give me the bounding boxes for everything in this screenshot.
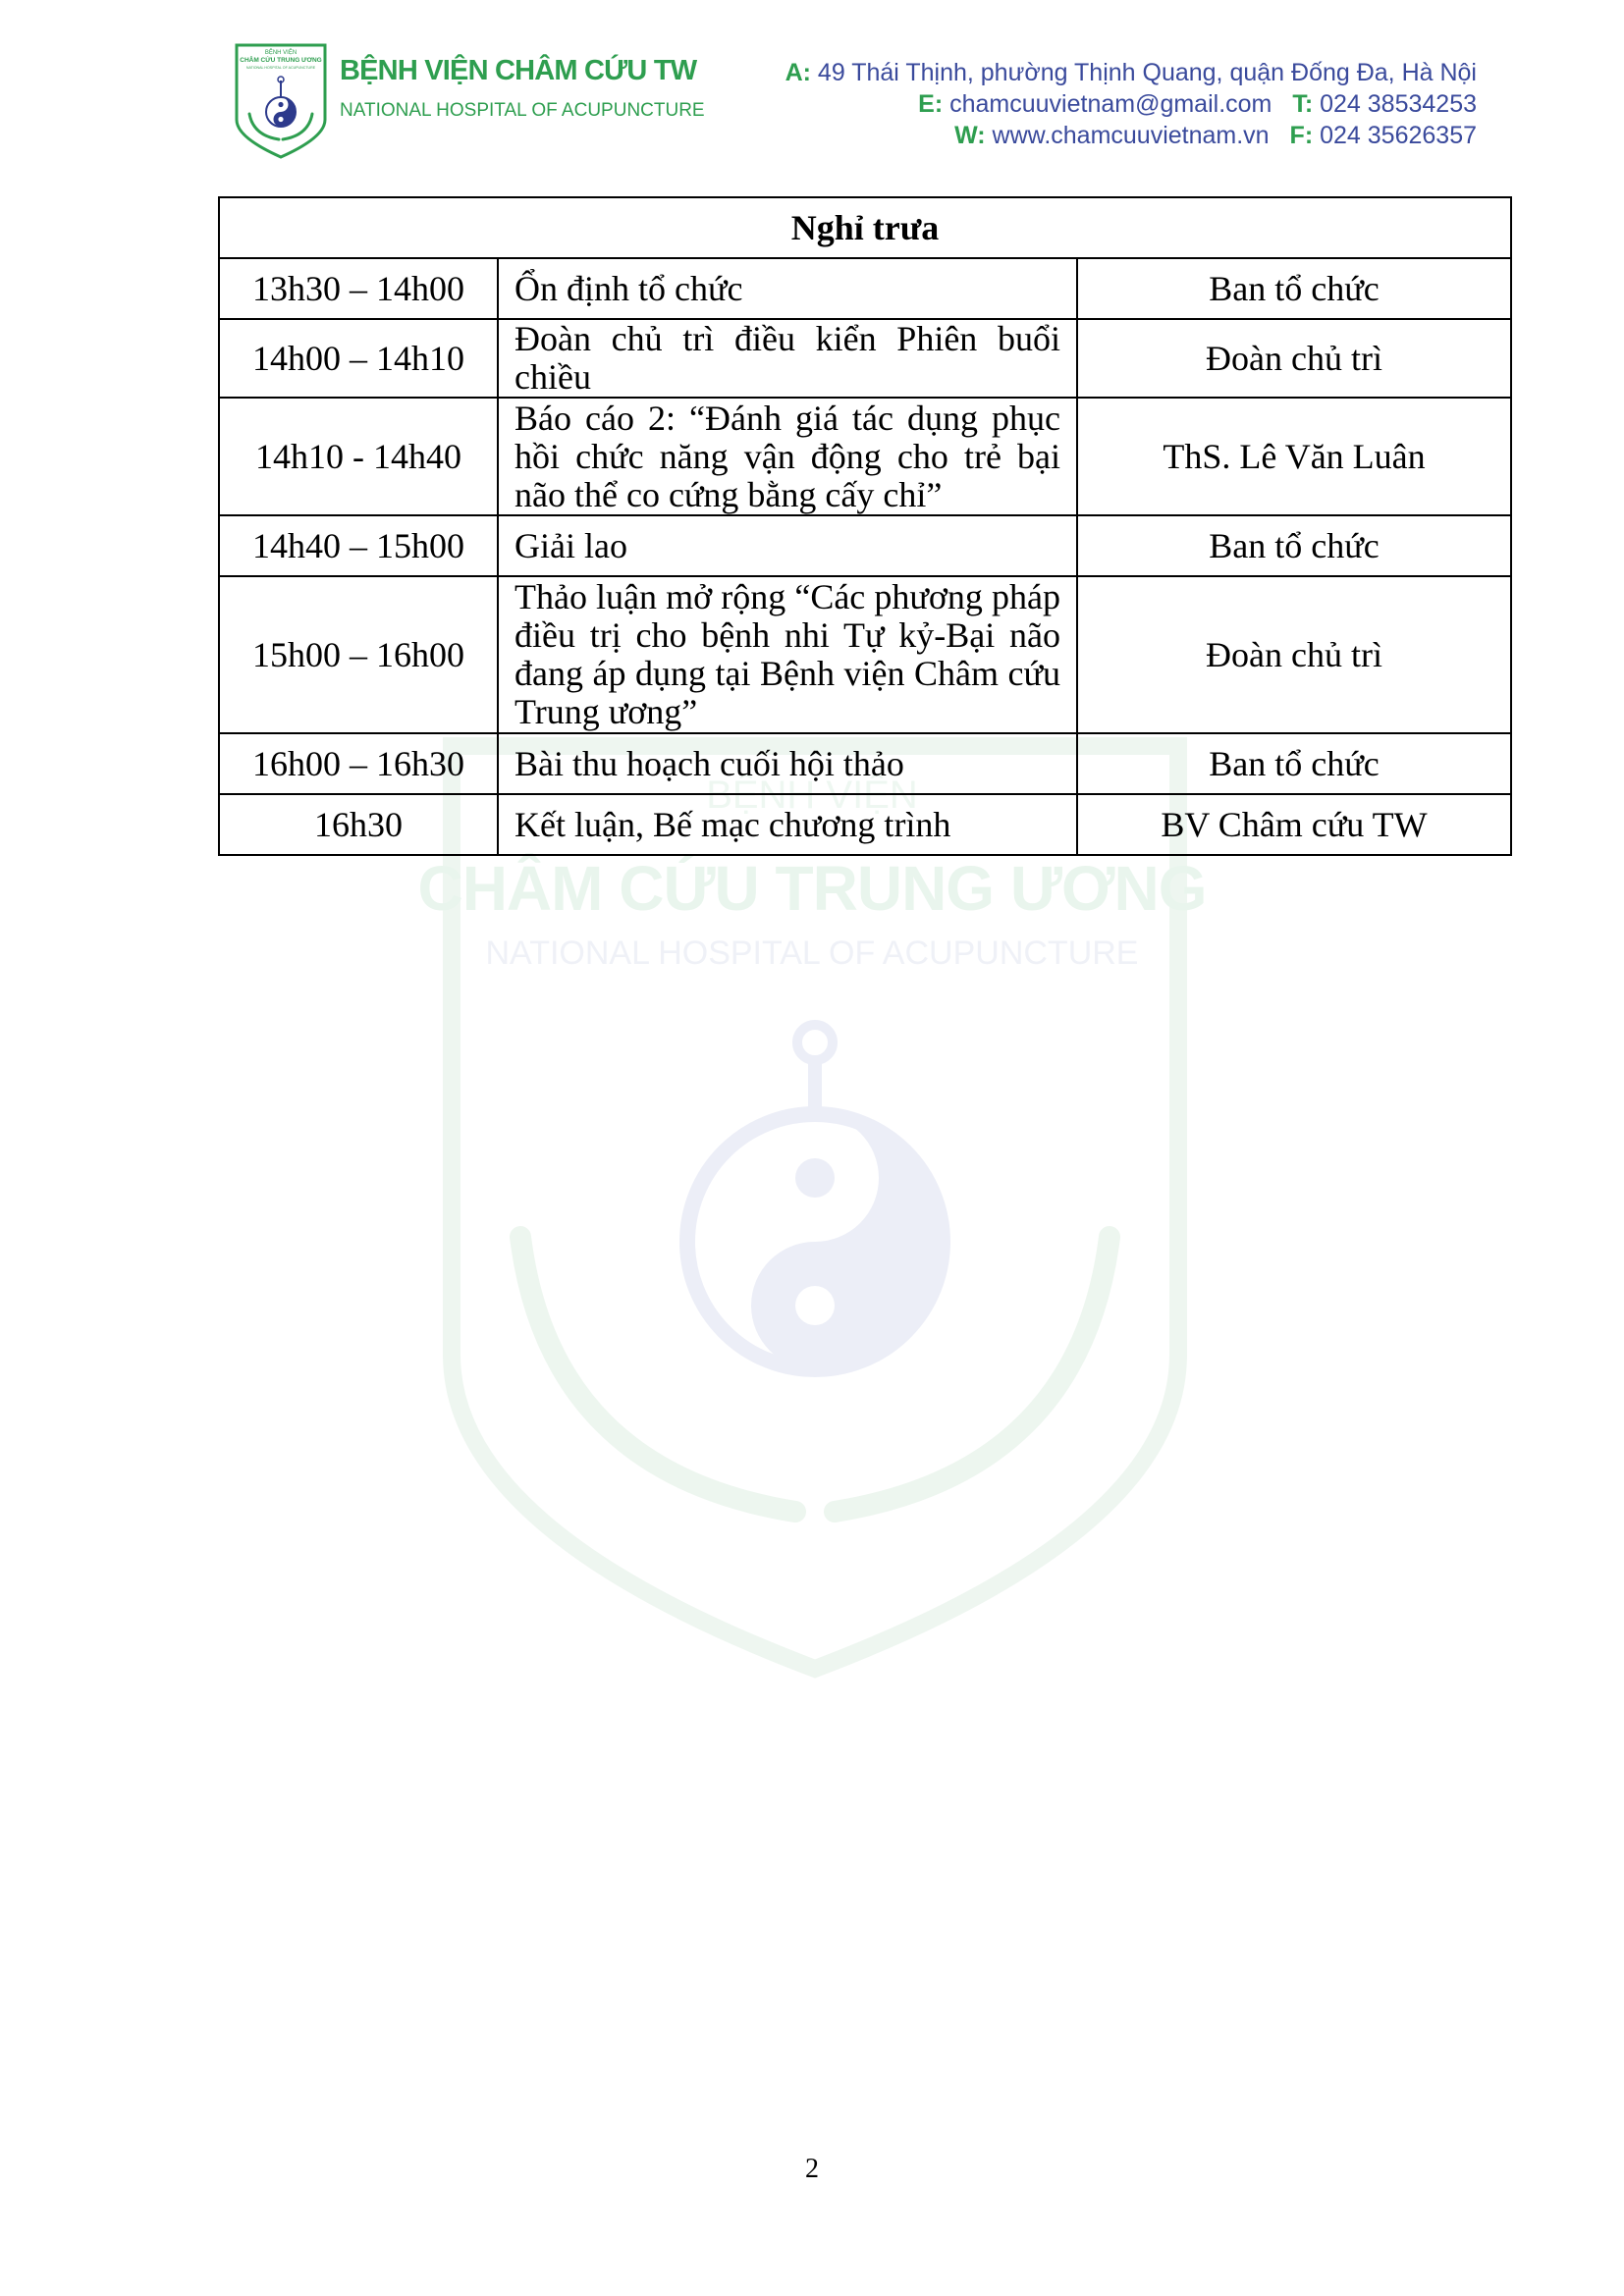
hospital-logo — [232, 41, 330, 161]
watermark-text-sub: NATIONAL HOSPITAL OF ACUPUNCTURE — [485, 934, 1139, 972]
web-label: W: — [954, 122, 986, 149]
table-row — [219, 515, 1511, 576]
fax-value: 024 35626357 — [1320, 122, 1477, 149]
section-title: Nghỉ trưa — [219, 197, 1511, 258]
watermark-text-small: BỆNH VIỆN — [706, 774, 918, 817]
activity-cell: Giải lao — [498, 515, 1077, 576]
contact-block — [785, 57, 1477, 151]
responsible-cell: Ban tổ chức — [1077, 733, 1511, 794]
time-cell: 13h30 – 14h00 — [219, 258, 498, 319]
time-cell: 14h00 – 14h10 — [219, 319, 498, 398]
logo-text-small: BỆNH VIỆN — [264, 50, 298, 56]
logo-text-sub: NATIONAL HOSPITAL OF ACUPUNCTURE — [245, 66, 316, 70]
web-fax-line — [785, 120, 1477, 151]
activity-cell: Thảo luận mở rộng “Các phương pháp điều trị cho bệnh nhi Tự kỷ-Bại não đang áp dụng tại Bệnh viện Châm cứu Trung ương” — [498, 576, 1077, 733]
address-line — [785, 57, 1477, 88]
web-value[interactable]: www.chamcuuvietnam.vn — [992, 122, 1270, 149]
letterhead — [0, 0, 1624, 177]
time-cell: 14h10 - 14h40 — [219, 398, 498, 515]
time-cell: 16h30 — [219, 794, 498, 855]
page-number: 2 — [805, 2154, 819, 2184]
section-row — [219, 197, 1511, 258]
responsible-cell: Đoàn chủ trì — [1077, 319, 1511, 398]
phone-label: T: — [1292, 90, 1314, 118]
table-row — [219, 398, 1511, 515]
address-value: 49 Thái Thịnh, phường Thịnh Quang, quận Đống Đa, Hà Nội — [817, 59, 1477, 86]
time-cell: 15h00 – 16h00 — [219, 576, 498, 733]
table-row — [219, 576, 1511, 733]
email-phone-line — [785, 88, 1477, 120]
fax-label: F: — [1289, 122, 1314, 149]
responsible-cell: ThS. Lê Văn Luân — [1077, 398, 1511, 515]
activity-cell: Bài thu hoạch cuối hội thảo — [498, 733, 1077, 794]
activity-cell: Báo cáo 2: “Đánh giá tác dụng phục hồi chức năng vận động cho trẻ bại não thể co cứng bằng cấy chỉ” — [498, 398, 1077, 515]
responsible-cell: Ban tổ chức — [1077, 515, 1511, 576]
table-row — [219, 794, 1511, 855]
phone-value: 024 38534253 — [1320, 90, 1477, 118]
activity-cell: Đoàn chủ trì điều kiển Phiên buổi chiều — [498, 319, 1077, 398]
email-label: E: — [918, 90, 944, 118]
table-row — [219, 258, 1511, 319]
responsible-cell: Ban tổ chức — [1077, 258, 1511, 319]
responsible-cell: BV Châm cứu TW — [1077, 794, 1511, 855]
watermark-yin-yang-icon — [687, 1025, 943, 1369]
time-cell: 14h40 – 15h00 — [219, 515, 498, 576]
logo-text-main: CHÂM CỨU TRUNG ƯƠNG — [240, 57, 322, 64]
activity-cell: Ổn định tổ chức — [498, 258, 1077, 319]
table-row — [219, 319, 1511, 398]
time-cell: 16h00 – 16h30 — [219, 733, 498, 794]
brand-subtitle: NATIONAL HOSPITAL OF ACUPUNCTURE — [340, 100, 705, 121]
responsible-cell: Đoàn chủ trì — [1077, 576, 1511, 733]
watermark-text-main: CHÂM CỨU TRUNG ƯƠNG — [417, 853, 1207, 924]
table-row — [219, 733, 1511, 794]
email-value[interactable]: chamcuuvietnam@gmail.com — [949, 90, 1272, 118]
agenda-table — [218, 196, 1512, 856]
address-label: A: — [785, 59, 811, 86]
brand-name: BỆNH VIỆN CHÂM CỨU TW — [340, 55, 697, 86]
activity-cell: Kết luận, Bế mạc chương trình — [498, 794, 1077, 855]
